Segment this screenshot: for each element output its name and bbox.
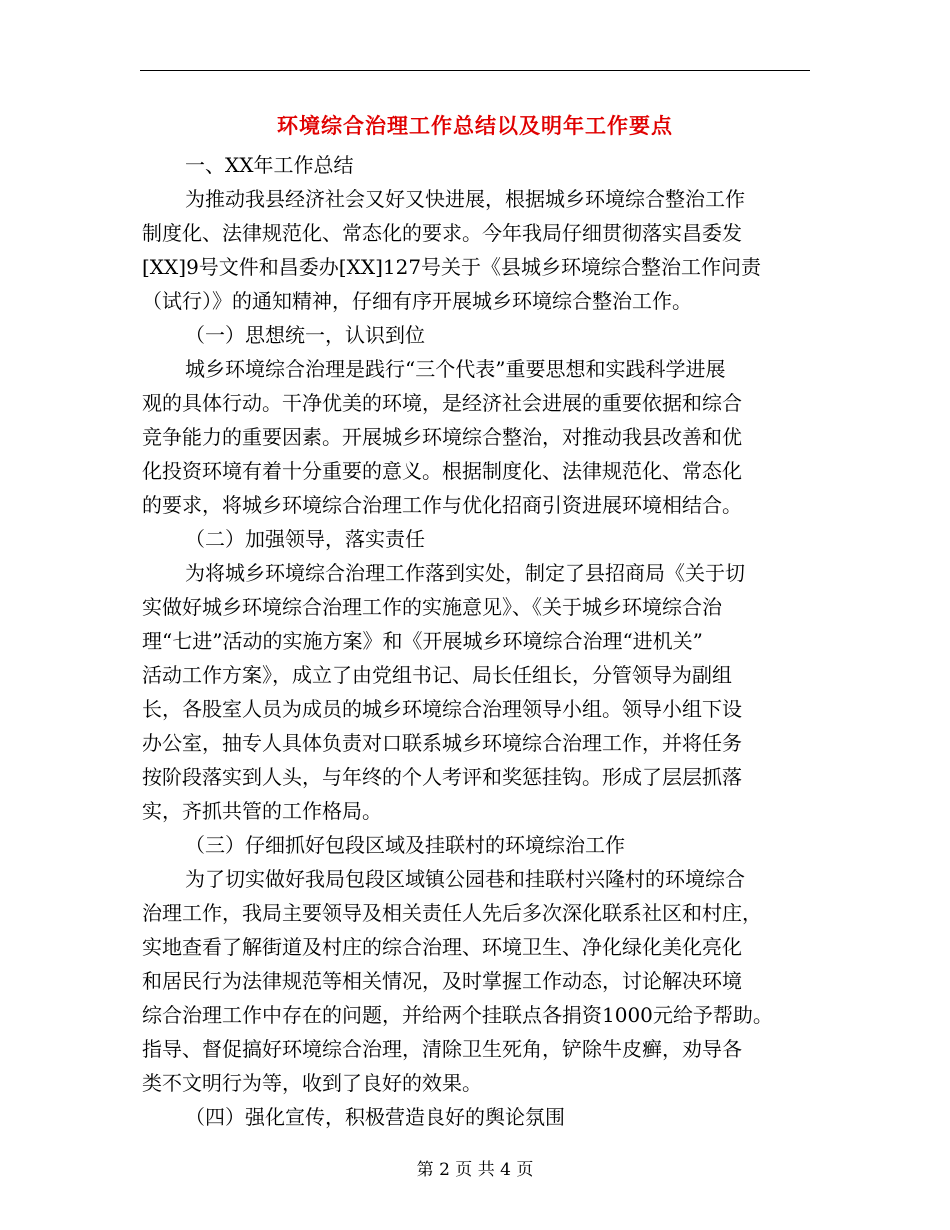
subsection-heading: （四）强化宣传，积极营造良好的舆论氛围	[185, 1105, 565, 1129]
document-title: 环境综合治理工作总结以及明年工作要点	[277, 113, 673, 138]
paragraph-line: 化投资环境有着十分重要的意义。根据制度化、法律规范化、常态化	[142, 459, 742, 483]
section-heading: 一、XX年工作总结	[185, 153, 354, 177]
paragraph-line: 综合治理工作中存在的问题，并给两个挂联点各捐资1000元给予帮助。	[142, 1003, 773, 1027]
subsection-heading: （二）加强领导，落实责任	[185, 527, 425, 551]
paragraph-line: 的要求，将城乡环境综合治理工作与优化招商引资进展环境相结合。	[142, 493, 742, 517]
paragraph-line: 指导、督促搞好环境综合治理，清除卫生死角，铲除牛皮癣，劝导各	[142, 1037, 742, 1061]
paragraph-line: 观的具体行动。干净优美的环境，是经济社会进展的重要依据和综合	[142, 391, 742, 415]
paragraph-line: 活动工作方案》，成立了由党组书记、局长任组长，分管领导为副组	[142, 663, 732, 687]
paragraph-line: （试行）》的通知精神，仔细有序开展城乡环境综合整治工作。	[142, 289, 692, 313]
paragraph-line: 理“七进”活动的实施方案》和《开展城乡环境综合治理“进机关”	[142, 629, 703, 653]
paragraph-line: 按阶段落实到人头，与年终的个人考评和奖惩挂钩。形成了层层抓落	[142, 765, 742, 789]
paragraph-line: 类不文明行为等，收到了良好的效果。	[142, 1071, 482, 1095]
paragraph-line: 为了切实做好我局包段区域镇公园巷和挂联村兴隆村的环境综合	[185, 867, 745, 891]
paragraph-line: 实地查看了解街道及村庄的综合治理、环境卫生、净化绿化美化亮化	[142, 935, 742, 959]
paragraph-line: 为将城乡环境综合治理工作落到实处，制定了县招商局《关于切	[185, 561, 745, 585]
paragraph-line: 实做好城乡环境综合治理工作的实施意见》、《关于城乡环境综合治	[142, 595, 722, 619]
header-rule	[140, 70, 810, 71]
paragraph-line: 长，各股室人员为成员的城乡环境综合治理领导小组。领导小组下设	[142, 697, 742, 721]
page-footer: 第 2 页 共 4 页	[416, 1160, 534, 1180]
paragraph-line: 制度化、法律规范化、常态化的要求。今年我局仔细贯彻落实昌委发	[142, 221, 742, 245]
paragraph-line: 和居民行为法律规范等相关情况，及时掌握工作动态，讨论解决环境	[142, 969, 742, 993]
subsection-heading: （三）仔细抓好包段区域及挂联村的环境综治工作	[185, 833, 625, 857]
paragraph-line: 为推动我县经济社会又好又快进展，根据城乡环境综合整治工作	[185, 187, 745, 211]
paragraph-line: 城乡环境综合治理是践行“三个代表”重要思想和实践科学进展	[185, 357, 726, 381]
paragraph-line: 治理工作，我局主要领导及相关责任人先后多次深化联系社区和村庄，	[142, 901, 762, 925]
paragraph-line: 实，齐抓共管的工作格局。	[142, 799, 382, 823]
paragraph-line: 办公室，抽专人具体负责对口联系城乡环境综合治理工作，并将任务	[142, 731, 742, 755]
paragraph-line: [XX]9号文件和昌委办[XX]127号关于《县城乡环境综合整治工作问责	[142, 255, 762, 279]
paragraph-line: 竞争能力的重要因素。开展城乡环境综合整治，对推动我县改善和优	[142, 425, 742, 449]
subsection-heading: （一）思想统一，认识到位	[185, 323, 425, 347]
